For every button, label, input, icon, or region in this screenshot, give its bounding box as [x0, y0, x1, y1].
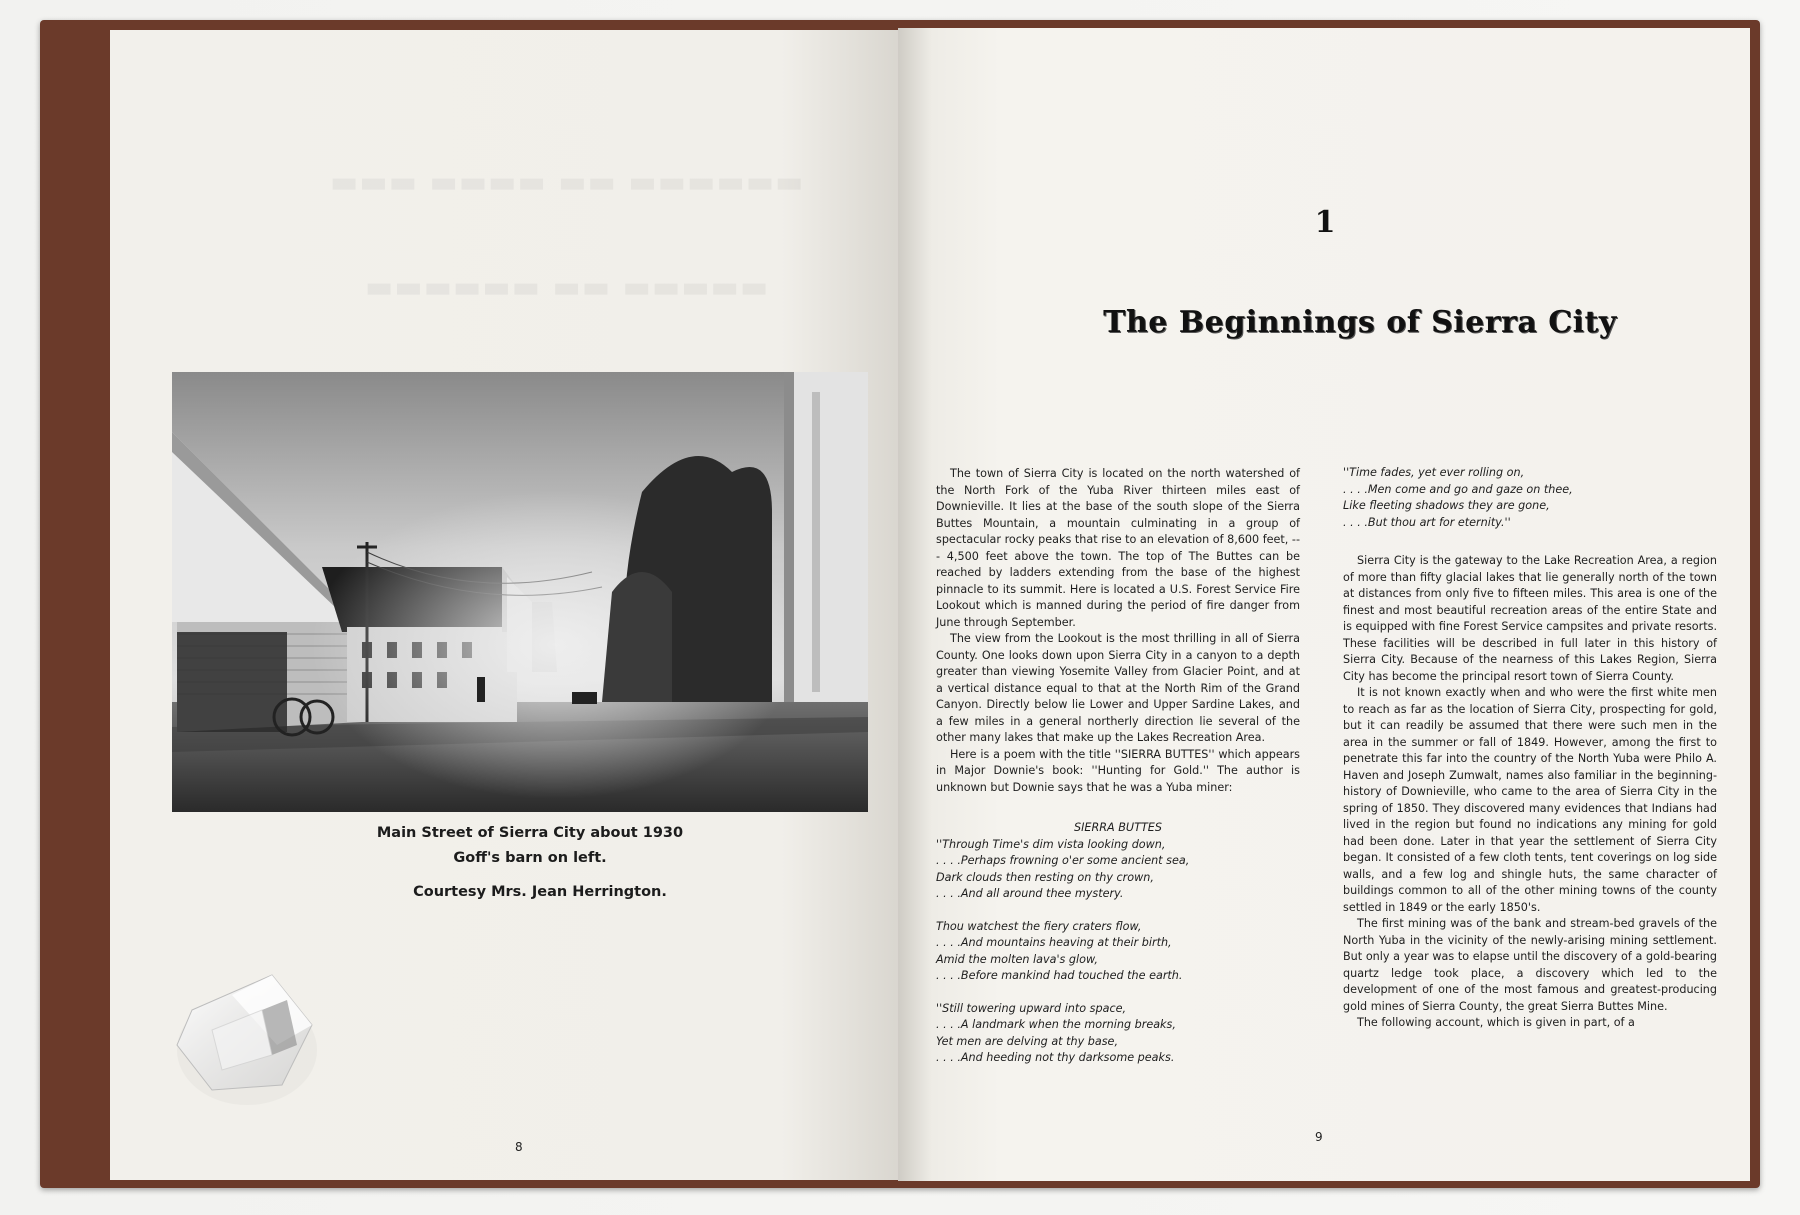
poem [936, 837, 1300, 1067]
main-street-photo [172, 372, 868, 812]
poem-line: Like fleeting shadows they are gone, [1343, 499, 1550, 512]
photo-caption-line-1: Main Street of Sierra City about 1930 [376, 825, 684, 841]
page-number-right: 9 [1315, 1130, 1323, 1144]
text-column-left [936, 466, 1300, 1067]
poem-line: . . . .Men come and go and gaze on thee, [1343, 482, 1573, 496]
paragraph: The first mining was of the bank and stream-bed gravels of the North Yuba in the vicinity of the newly-arising mining settlement. But only a year was to elapse until the discovery of a gold-bearing quartz ledge took place, a discovery which led to the development of one of the most famous and greatest-producing gold mines of Sierra County, the great Sierra Buttes Mine. [1343, 917, 1717, 1013]
poem-line: Yet men are delving at thy base, [936, 1034, 1118, 1048]
poem-line: ''Through Time's dim vista looking down, [936, 837, 1166, 851]
poem-continuation [1343, 465, 1717, 531]
poem-line: ''Still towering upward into space, [936, 1001, 1127, 1015]
poem-line: . . . .And mountains heaving at their birth, [936, 936, 1172, 949]
poem-line: Dark clouds then resting on thy crown, [936, 870, 1154, 884]
show-through-text: ▬▬▬▬▬▬ ▬▬ ▬▬▬▬▬ [365, 270, 770, 305]
poem-stanza [936, 919, 1300, 985]
paragraph: The view from the Lookout is the most thrilling in all of Sierra County. One looks down upon Sierra City in a canyon to a depth greater than viewing Yosemite Valley from Glacier Point, and at a vertical distance equal to that at the North Rim of the Grand Canyon. Directly below lie Lower and Upper Sardine Lakes, and a few miles in a general northerly direction lie several of the other many lakes that make up the Lakes Recreation Area. [936, 632, 1300, 744]
poem-line: ''Time fades, yet ever rolling on, [1343, 466, 1525, 479]
poem-line: Thou watchest the fiery craters flow, [936, 919, 1142, 933]
poem-title: SIERRA BUTTES [1074, 821, 1162, 834]
show-through-text: ▬▬▬ ▬▬▬▬ ▬▬ ▬▬▬▬▬▬ [330, 165, 805, 200]
paragraph: Sierra City is the gateway to the Lake Recreation Area, a region of more than fifty glacial lakes that lie generally north of the town at distances from only five to fifteen miles. This area is one of the finest and most beautiful recreation areas of the entire State and is equipped with fine Forest Service campsites and private resorts. These facilities will be described in full later in this history of Sierra City. Because of the nearness of this Lakes Region, Sierra City has become the principal resort town of Sierra County. [1343, 554, 1717, 683]
poem-stanza [936, 837, 1300, 903]
paragraph: It is not known exactly when and who were the first white men to reach as far as the location of Sierra City, prospecting for gold, but it can readily be assumed that there were such men in the area in the summer or fall of 1849. However, among the first to penetrate this far into the country of the North Yuba were Philo A. Haven and Joseph Zumwalt, names also familiar in the beginning-history of Downieville, who came to the area of Sierra City in the spring of 1850. They discovered many evidences that Indians had lived in the region but found no indications any mining for gold had been done. Later in that year the settlement of Sierra City began. It consisted of a few cloth tents, tent coverings on log side walls, and a few log and shingle huts, the same character of buildings common to all of the other mining towns of the county settled in 1849 or the early 1850's. [1343, 686, 1717, 914]
glass-paperweight [162, 950, 332, 1115]
poem-line: . . . .Perhaps frowning o'er some ancient sea, [936, 854, 1190, 867]
poem-line: Amid the molten lava's glow, [936, 952, 1098, 966]
poem-line: . . . .A landmark when the morning breaks, [936, 1018, 1176, 1031]
poem-line: . . . .But thou art for eternity.'' [1343, 515, 1511, 529]
poem-line: . . . .And heeding not thy darksome peaks. [936, 1051, 1175, 1064]
chapter-number: 1 [1314, 205, 1336, 240]
page-number-left: 8 [515, 1140, 523, 1154]
paragraph: The following account, which is given in part, of a [1357, 1016, 1635, 1029]
photo-caption-line-2: Goff's barn on left. [453, 850, 607, 866]
photo-credit: Courtesy Mrs. Jean Herrington. [413, 884, 667, 900]
chapter-title: The Beginnings of Sierra City [1103, 305, 1617, 340]
text-column-right [1343, 465, 1717, 1032]
poem-line: . . . .And all around thee mystery. [936, 887, 1124, 900]
paragraph: The town of Sierra City is located on the north watershed of the North Fork of the Yuba River thirteen miles east of Downieville. It lies at the base of the south slope of the Sierra Buttes Mountain, a mountain culminating in a group of spectacular rocky peaks that rise to an elevation of 8,600 feet, --- 4,500 feet above the town. The top of The Buttes can be reached by ladders extending from the base of the highest pinnacle to its summit. Here is located a U.S. Forest Service Fire Lookout which is manned during the period of fire danger from June through September. [936, 467, 1300, 629]
paragraph: Here is a poem with the title ''SIERRA BUTTES'' which appears in Major Downie's book: ''Hunting for Gold.'' The author is unknown but Downie says that he was a Yuba miner: [936, 747, 1300, 794]
poem-line: . . . .Before mankind had touched the earth. [936, 969, 1183, 982]
poem-stanza [936, 1001, 1300, 1067]
